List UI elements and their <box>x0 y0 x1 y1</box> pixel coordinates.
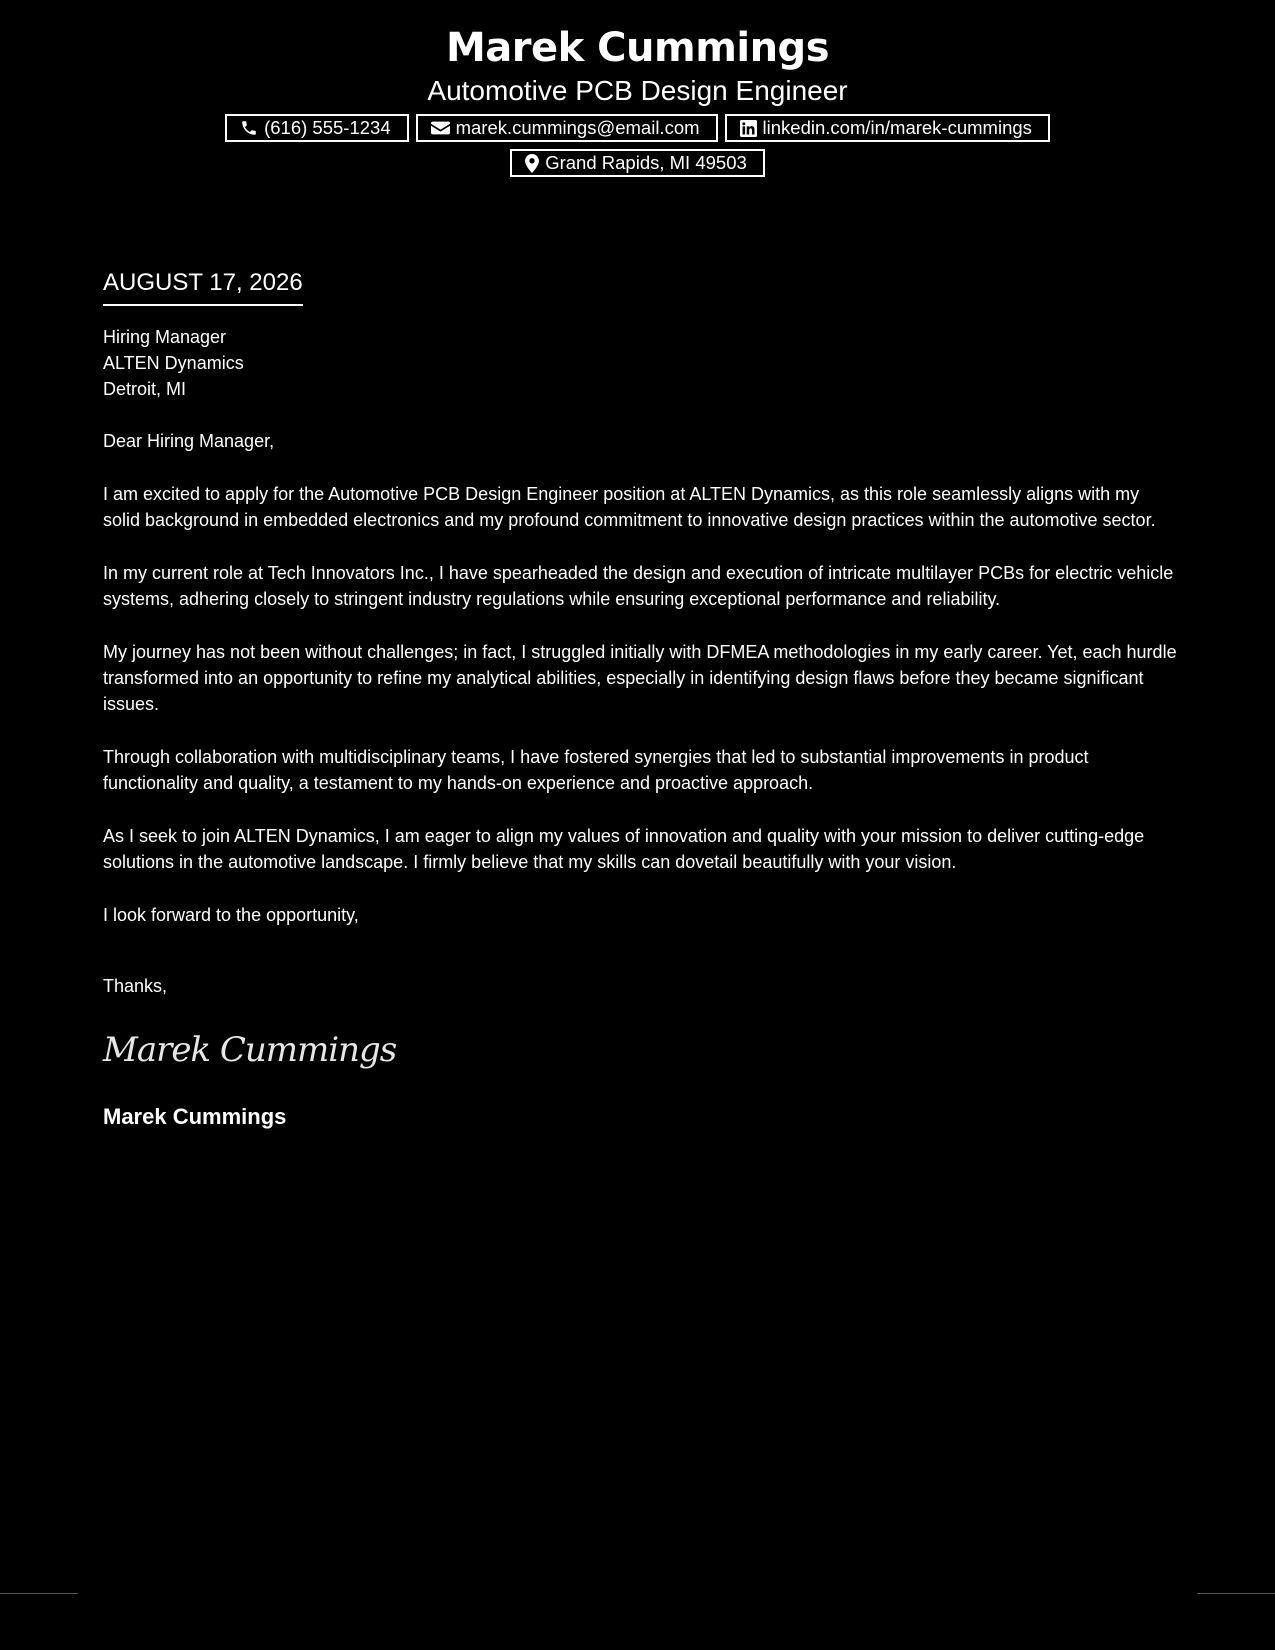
handwritten-signature <box>103 1023 397 1075</box>
contact-bar <box>198 114 1078 177</box>
envelope-icon <box>431 120 450 136</box>
closing-line: I look forward to the opportunity, <box>103 905 359 925</box>
letter-date: AUGUST 17, 2026 <box>103 268 303 306</box>
contact-phone[interactable] <box>225 114 409 142</box>
recipient-block <box>103 324 1178 402</box>
linkedin-text: linkedin.com/in/marek-cummings <box>762 117 1032 138</box>
applicant-name: Marek Cummings <box>446 25 829 71</box>
signer-name: Marek Cummings <box>103 1104 287 1129</box>
footer-rule-left <box>0 1593 78 1594</box>
signature-script: Marek Cummings <box>103 1030 397 1070</box>
applicant-title: Automotive PCB Design Engineer <box>427 75 848 106</box>
letter-body <box>103 268 1178 1131</box>
email-text: marek.cummings@email.com <box>455 117 700 138</box>
body-paragraph-3: My journey has not been without challenges; in fact, I struggled initially with DFMEA methodologies in my early career. Yet, each hurdle transformed into an opportunity to refine my analytical abilities, especially in identifying design flaws before they became significant issues. <box>103 642 1177 714</box>
phone-text: (616) 555-1234 <box>264 117 391 138</box>
salutation: Dear Hiring Manager, <box>103 431 275 451</box>
phone-icon <box>240 119 258 137</box>
body-paragraph-4: Through collaboration with multidisciplinary teams, I have fostered synergies that led to substantial improvements in product functionality and quality, a testament to my hands-on experience and proactive approach. <box>103 747 1089 793</box>
contact-location <box>510 149 765 177</box>
body-paragraph-5: As I seek to join ALTEN Dynamics, I am eager to align my values of innovation and quality with your mission to deliver cutting-edge solutions in the automotive landscape. I firmly believe that my skills can dovetail beautifully with your vision. <box>103 826 1145 872</box>
recipient-name: Hiring Manager <box>103 327 227 347</box>
body-paragraph-1: I am excited to apply for the Automotive PCB Design Engineer position at ALTEN Dynamics, as this role seamlessly aligns with my solid background in embedded electronics and my profound commitment to innovative design practices within the automotive sector. <box>103 484 1156 530</box>
contact-email[interactable] <box>416 114 718 142</box>
sign-off: Thanks, <box>103 976 168 996</box>
recipient-company: ALTEN Dynamics <box>103 353 244 373</box>
recipient-city: Detroit, MI <box>103 379 187 399</box>
footer-rule-right <box>1197 1593 1275 1594</box>
body-paragraph-2: In my current role at Tech Innovators Inc., I have spearheaded the design and execution of intricate multilayer PCBs for electric vehicle systems, adhering closely to stringent industry regulations while ensuring exceptional performance and reliability. <box>103 563 1174 609</box>
letter-header <box>0 0 1275 177</box>
location-text: Grand Rapids, MI 49503 <box>545 152 747 173</box>
contact-linkedin[interactable] <box>725 114 1050 142</box>
map-pin-icon <box>525 154 539 173</box>
linkedin-icon <box>740 120 757 137</box>
